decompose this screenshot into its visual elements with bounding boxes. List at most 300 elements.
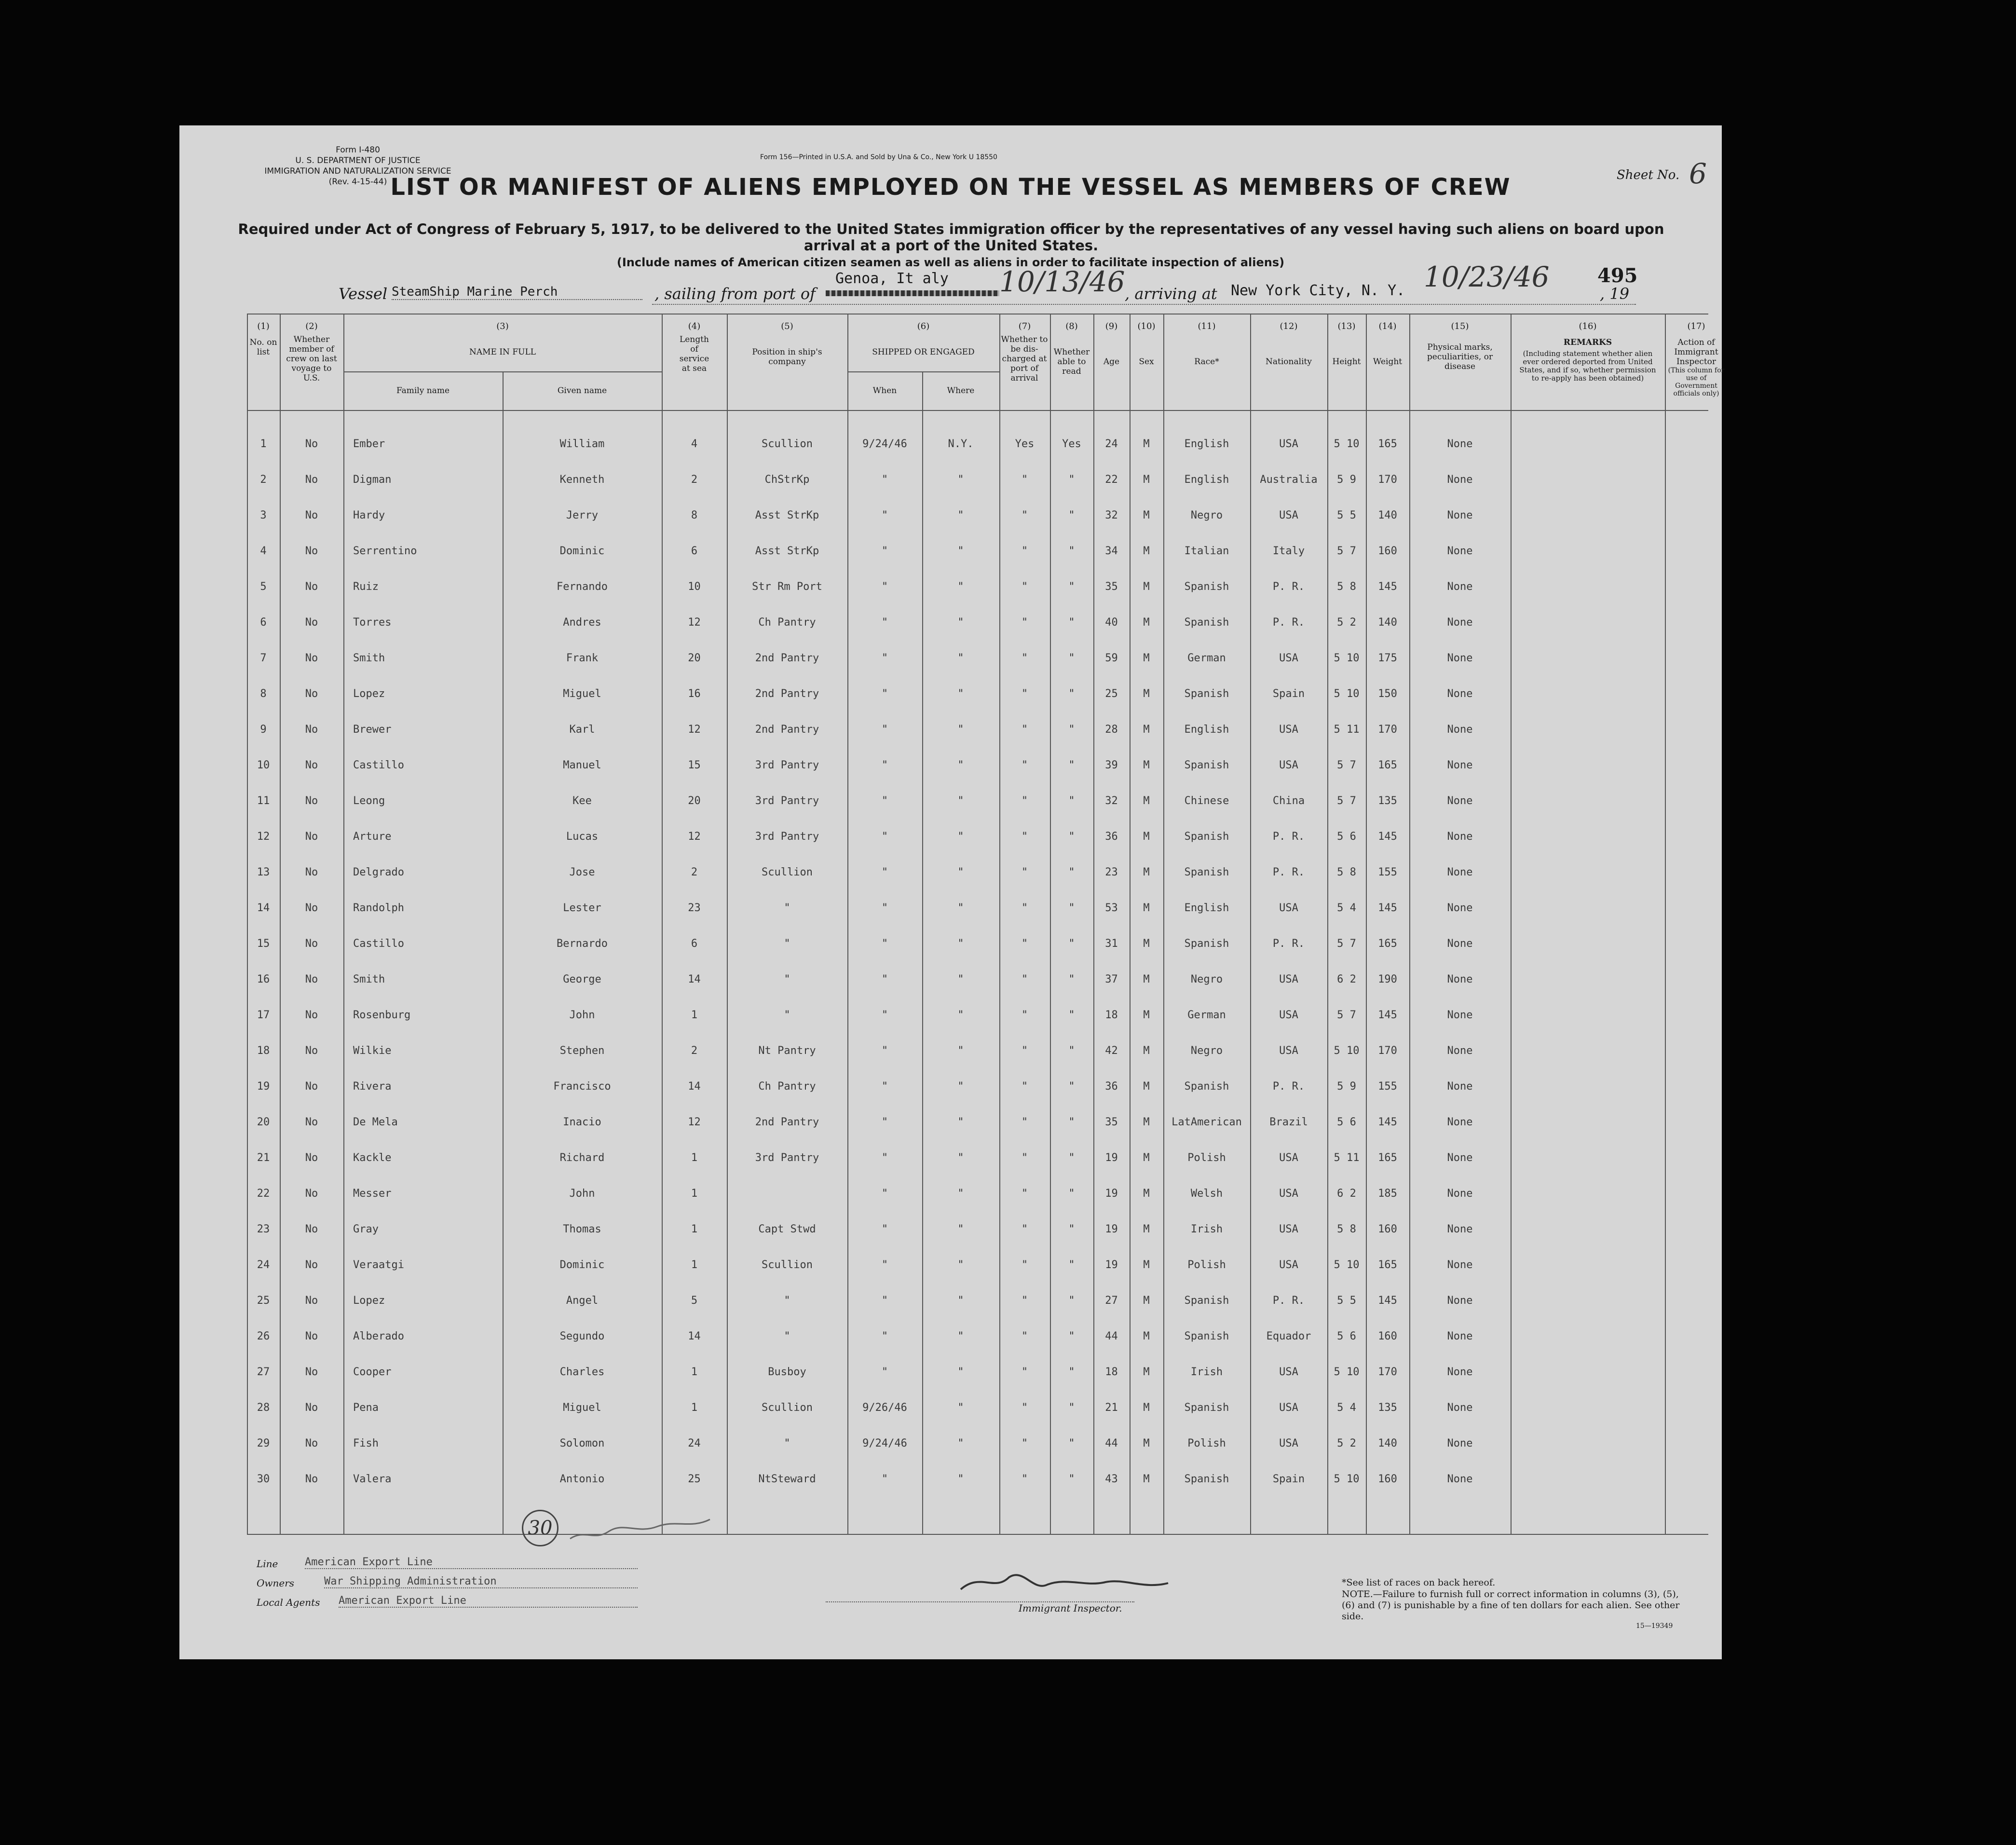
cell-disch: " (1021, 545, 1028, 557)
cell-nat: USA (1279, 759, 1298, 771)
cell-race: Spanish (1184, 759, 1229, 771)
cell-prev: No (305, 1223, 318, 1235)
cell-position: 2nd Pantry (755, 1116, 819, 1128)
cell-age: 40 (1105, 616, 1118, 629)
cell-no: 24 (257, 1259, 270, 1271)
subheader-rule (847, 371, 999, 372)
cell-race: LatAmerican (1171, 1116, 1242, 1128)
cell-prev: No (305, 581, 318, 593)
cell-weight: 185 (1378, 1188, 1397, 1200)
cell-when: " (881, 795, 888, 807)
cell-nat: Spain (1272, 1473, 1305, 1485)
cell-weight: 145 (1378, 902, 1397, 914)
cell-disch: " (1021, 1116, 1028, 1128)
sailing-label: , sailing from port of (654, 285, 816, 303)
cell-family: Wilkie (353, 1045, 392, 1057)
cell-given: Thomas (563, 1223, 601, 1235)
cell-no: 26 (257, 1330, 270, 1342)
cell-given: John (569, 1188, 595, 1200)
table-row (247, 1464, 1665, 1500)
cell-race: Spanish (1184, 616, 1229, 629)
cell-read: " (1068, 1152, 1075, 1164)
cell-when: " (881, 1223, 888, 1235)
owners-value: War Shipping Administration (324, 1575, 638, 1588)
table-row (247, 1107, 1665, 1143)
agents-label: Local Agents (257, 1597, 320, 1608)
cell-height: 5 10 (1334, 688, 1360, 700)
table-bottom-rule (247, 1534, 1708, 1535)
cell-weight: 160 (1378, 1473, 1397, 1485)
cell-service: 10 (688, 581, 701, 593)
cell-prev: No (305, 1080, 318, 1093)
cell-no: 6 (260, 616, 267, 629)
cell-given: Miguel (563, 688, 601, 700)
cell-read: " (1068, 831, 1075, 843)
cell-read: " (1068, 1366, 1075, 1378)
cell-given: William (559, 438, 605, 450)
cell-no: 28 (257, 1402, 270, 1414)
cell-race: Italian (1184, 545, 1229, 557)
cell-no: 19 (257, 1080, 270, 1093)
cell-family: Fish (353, 1437, 379, 1449)
cell-nat: USA (1279, 1223, 1298, 1235)
port-from: Genoa, It aly (835, 270, 949, 287)
cell-weight: 170 (1378, 724, 1397, 736)
cell-marks: None (1447, 831, 1473, 843)
cell-sex: M (1143, 688, 1150, 700)
cell-age: 22 (1105, 474, 1118, 486)
cell-marks: None (1447, 1116, 1473, 1128)
col-header-position: Position in ship's company (752, 347, 822, 367)
col-header-action-note: (This column for use of Government officials only) (1668, 367, 1725, 397)
table-row (247, 536, 1665, 572)
cell-age: 27 (1105, 1295, 1118, 1307)
cell-disch: " (1021, 1473, 1028, 1485)
cell-where: " (957, 724, 964, 736)
cell-age: 37 (1105, 973, 1118, 985)
cell-read: Yes (1062, 438, 1081, 450)
cell-where: " (957, 759, 964, 771)
cell-disch: " (1021, 973, 1028, 985)
cell-when: " (881, 509, 888, 521)
cell-when: " (881, 652, 888, 664)
cell-weight: 135 (1378, 795, 1397, 807)
cell-disch: Yes (1015, 438, 1035, 450)
cell-race: Irish (1190, 1223, 1223, 1235)
cell-read: " (1068, 545, 1075, 557)
table-row (247, 1072, 1665, 1107)
table-row (247, 501, 1665, 536)
col-header-shipped: SHIPPED OR ENGAGED (872, 347, 975, 357)
cell-disch: " (1021, 902, 1028, 914)
cell-position: Asst StrKp (755, 509, 819, 521)
cell-family: Rivera (353, 1080, 392, 1093)
cell-given: Angel (566, 1295, 599, 1307)
col-header-where: Where (947, 386, 975, 396)
cell-nat: USA (1279, 1402, 1298, 1414)
cell-prev: No (305, 1116, 318, 1128)
col-number: (3) (496, 321, 509, 331)
table-row (247, 786, 1665, 822)
cell-service: 23 (688, 902, 701, 914)
table-row (247, 893, 1665, 929)
cell-height: 5 11 (1334, 724, 1360, 736)
cell-age: 32 (1105, 509, 1118, 521)
cell-marks: None (1447, 1402, 1473, 1414)
cell-no: 25 (257, 1295, 270, 1307)
cell-race: Spanish (1184, 866, 1229, 878)
cell-service: 14 (688, 1080, 701, 1093)
cell-weight: 165 (1378, 438, 1397, 450)
races-note: *See list of races on back hereof. (1342, 1577, 1496, 1588)
cell-age: 42 (1105, 1045, 1118, 1057)
cell-no: 8 (260, 688, 267, 700)
cell-disch: " (1021, 831, 1028, 843)
page-title: LIST OR MANIFEST OF ALIENS EMPLOYED ON THE VESSEL AS MEMBERS OF CREW (390, 174, 1511, 201)
cell-sex: M (1143, 652, 1150, 664)
cell-no: 11 (257, 795, 270, 807)
cell-marks: None (1447, 1080, 1473, 1093)
cell-weight: 140 (1378, 1437, 1397, 1449)
cell-family: Smith (353, 973, 385, 985)
cell-when: " (881, 545, 888, 557)
cell-family: Castillo (353, 759, 404, 771)
circled-total (522, 1510, 558, 1546)
cell-height: 5 10 (1334, 1259, 1360, 1271)
col-number: (8) (1065, 321, 1078, 331)
cell-read: " (1068, 1259, 1075, 1271)
table-row (247, 572, 1665, 608)
cell-no: 20 (257, 1116, 270, 1128)
cell-marks: None (1447, 1330, 1473, 1342)
cell-disch: " (1021, 1188, 1028, 1200)
cell-position: 3rd Pantry (755, 759, 819, 771)
cell-service: 20 (688, 652, 701, 664)
cell-family: Gray (353, 1223, 379, 1235)
cell-nat: Italy (1272, 545, 1305, 557)
cell-marks: None (1447, 938, 1473, 950)
cell-race: English (1184, 474, 1229, 486)
cell-marks: None (1447, 795, 1473, 807)
cell-family: Digman (353, 474, 392, 486)
table-row (247, 1286, 1665, 1322)
col-header-remarks-note: (Including statement whether alien ever ordered deported from United States, and if so, whether permission to re-apply has been obtained) (1519, 349, 1656, 383)
cell-position: NtSteward (758, 1473, 816, 1485)
cell-given: Stephen (559, 1045, 605, 1057)
cell-marks: None (1447, 1473, 1473, 1485)
struck-text (826, 290, 999, 296)
cell-family: Alberado (353, 1330, 404, 1342)
cell-where: " (957, 1330, 964, 1342)
cell-read: " (1068, 581, 1075, 593)
cell-given: Richard (559, 1152, 605, 1164)
col-number: (14) (1378, 321, 1397, 331)
cell-height: 5 6 (1337, 1116, 1356, 1128)
cell-sex: M (1143, 1152, 1150, 1164)
cell-family: Valera (353, 1473, 392, 1485)
cell-marks: None (1447, 474, 1473, 486)
cell-where: " (957, 1402, 964, 1414)
cell-height: 5 9 (1337, 1080, 1356, 1093)
cell-when: " (881, 688, 888, 700)
cell-family: Arture (353, 831, 392, 843)
cell-sex: M (1143, 1366, 1150, 1378)
cell-age: 59 (1105, 652, 1118, 664)
cell-read: " (1068, 759, 1075, 771)
cell-nat: USA (1279, 1009, 1298, 1021)
cell-sex: M (1143, 509, 1150, 521)
cell-prev: No (305, 831, 318, 843)
cell-when: " (881, 474, 888, 486)
cell-race: Spanish (1184, 1080, 1229, 1093)
col-number: (2) (305, 321, 318, 331)
table-row (247, 715, 1665, 751)
cell-service: 1 (691, 1366, 698, 1378)
cell-position: 3rd Pantry (755, 795, 819, 807)
vessel-name: SteamShip Marine Perch (392, 285, 642, 300)
cell-race: Welsh (1190, 1188, 1223, 1200)
cell-weight: 145 (1378, 1116, 1397, 1128)
cell-weight: 190 (1378, 973, 1397, 985)
table-row (247, 643, 1665, 679)
col-number: (13) (1337, 321, 1356, 331)
cell-disch: " (1021, 688, 1028, 700)
cell-family: Torres (353, 616, 392, 629)
cell-read: " (1068, 616, 1075, 629)
col-header-remarks: REMARKS (1563, 338, 1612, 347)
table-row (247, 1000, 1665, 1036)
cell-sex: M (1143, 1259, 1150, 1271)
cell-race: Spanish (1184, 938, 1229, 950)
cell-service: 24 (688, 1437, 701, 1449)
sheet-label: Sheet No. (1617, 168, 1680, 182)
cell-disch: " (1021, 616, 1028, 629)
cell-disch: " (1021, 652, 1028, 664)
cell-disch: " (1021, 1152, 1028, 1164)
cell-where: " (957, 1295, 964, 1307)
col-header-when: When (872, 386, 897, 396)
cell-nat: USA (1279, 652, 1298, 664)
cell-family: Rosenburg (353, 1009, 411, 1021)
cell-where: " (957, 902, 964, 914)
cell-given: Jose (569, 866, 595, 878)
cell-given: Charles (559, 1366, 605, 1378)
table-row (247, 1143, 1665, 1179)
cell-when: 9/24/46 (862, 1437, 907, 1449)
table-row (247, 1357, 1665, 1393)
cell-sex: M (1143, 1080, 1150, 1093)
cell-race: Polish (1187, 1259, 1226, 1271)
cell-marks: None (1447, 1259, 1473, 1271)
form-number: Form I-480 (336, 145, 380, 155)
cell-nat: P. R. (1272, 831, 1305, 843)
cell-where: " (957, 1116, 964, 1128)
col-number: (15) (1451, 321, 1469, 331)
cell-when: " (881, 1188, 888, 1200)
cell-weight: 165 (1378, 938, 1397, 950)
cell-marks: None (1447, 1366, 1473, 1378)
cell-age: 44 (1105, 1330, 1118, 1342)
cell-when: " (881, 1045, 888, 1057)
cell-family: Cooper (353, 1366, 392, 1378)
cell-race: Spanish (1184, 1295, 1229, 1307)
cell-weight: 160 (1378, 1223, 1397, 1235)
cell-read: " (1068, 902, 1075, 914)
col-header-given: Given name (557, 386, 607, 396)
cell-given: Kenneth (559, 474, 605, 486)
table-row (247, 429, 1665, 465)
cell-prev: No (305, 474, 318, 486)
cell-nat: USA (1279, 724, 1298, 736)
cell-service: 12 (688, 724, 701, 736)
cell-no: 10 (257, 759, 270, 771)
cell-marks: None (1447, 973, 1473, 985)
cell-weight: 140 (1378, 616, 1397, 629)
cell-weight: 175 (1378, 652, 1397, 664)
cell-when: " (881, 902, 888, 914)
cell-service: 1 (691, 1402, 698, 1414)
cell-disch: " (1021, 1402, 1028, 1414)
cell-where: " (957, 1045, 964, 1057)
cell-no: 9 (260, 724, 267, 736)
cell-nat: USA (1279, 973, 1298, 985)
table-row (247, 929, 1665, 965)
cell-height: 5 4 (1337, 1402, 1356, 1414)
table-row (247, 1429, 1665, 1464)
cell-read: " (1068, 795, 1075, 807)
cell-weight: 170 (1378, 474, 1397, 486)
cell-prev: No (305, 652, 318, 664)
cell-family: Pena (353, 1402, 379, 1414)
cell-age: 36 (1105, 1080, 1118, 1093)
cell-family: Lopez (353, 688, 385, 700)
cell-where: " (957, 938, 964, 950)
cell-age: 19 (1105, 1152, 1118, 1164)
cell-where: " (957, 866, 964, 878)
cell-read: " (1068, 866, 1075, 878)
cell-age: 18 (1105, 1009, 1118, 1021)
cell-prev: No (305, 1473, 318, 1485)
cell-service: 14 (688, 1330, 701, 1342)
cell-service: 6 (691, 938, 698, 950)
cell-height: 5 11 (1334, 1152, 1360, 1164)
cell-prev: No (305, 724, 318, 736)
cell-marks: None (1447, 652, 1473, 664)
cell-when: " (881, 581, 888, 593)
cell-disch: " (1021, 474, 1028, 486)
vessel-label: Vessel (339, 285, 388, 303)
cell-where: " (957, 1152, 964, 1164)
cell-when: " (881, 1366, 888, 1378)
cell-disch: " (1021, 938, 1028, 950)
cell-service: 25 (688, 1473, 701, 1485)
cell-given: Miguel (563, 1402, 601, 1414)
cell-prev: No (305, 1366, 318, 1378)
cell-given: Kee (572, 795, 592, 807)
cell-service: 16 (688, 688, 701, 700)
cell-position: " (784, 973, 790, 985)
cell-where: " (957, 509, 964, 521)
cell-given: Solomon (559, 1437, 605, 1449)
cell-sex: M (1143, 1188, 1150, 1200)
col-header-nationality: Nationality (1266, 357, 1312, 367)
cell-position: Ch Pantry (758, 616, 816, 629)
cell-age: 19 (1105, 1223, 1118, 1235)
cell-where: " (957, 1259, 964, 1271)
cell-position: Ch Pantry (758, 1080, 816, 1093)
arrival-date: 10/23/46 (1424, 260, 1550, 293)
cell-read: " (1068, 1223, 1075, 1235)
cell-family: Brewer (353, 724, 392, 736)
cell-position: Asst StrKp (755, 545, 819, 557)
col-header-last-voyage: Whether member of crew on last voyage to U.S. (286, 335, 337, 383)
cell-marks: None (1447, 902, 1473, 914)
col-header-read: Whether able to read (1053, 347, 1090, 376)
cell-service: 1 (691, 1188, 698, 1200)
cell-race: Negro (1190, 973, 1223, 985)
cell-service: 5 (691, 1295, 698, 1307)
cell-weight: 170 (1378, 1045, 1397, 1057)
cell-service: 2 (691, 474, 698, 486)
cell-family: Ruiz (353, 581, 379, 593)
cell-height: 5 8 (1337, 581, 1356, 593)
cell-nat: USA (1279, 1188, 1298, 1200)
cell-sex: M (1143, 1330, 1150, 1342)
cell-read: " (1068, 652, 1075, 664)
cell-race: Irish (1190, 1366, 1223, 1378)
cell-read: " (1068, 1295, 1075, 1307)
cell-where: " (957, 1437, 964, 1449)
cell-marks: None (1447, 759, 1473, 771)
cell-nat: P. R. (1272, 581, 1305, 593)
cell-disch: " (1021, 1045, 1028, 1057)
cell-prev: No (305, 973, 318, 985)
cell-position: ChStrKp (764, 474, 810, 486)
cell-prev: No (305, 1188, 318, 1200)
cell-position: Busboy (768, 1366, 806, 1378)
cell-height: 5 8 (1337, 1223, 1356, 1235)
cell-marks: None (1447, 1045, 1473, 1057)
cell-prev: No (305, 902, 318, 914)
cell-age: 39 (1105, 759, 1118, 771)
cell-no: 12 (257, 831, 270, 843)
cell-disch: " (1021, 1080, 1028, 1093)
cell-marks: None (1447, 1188, 1473, 1200)
cell-sex: M (1143, 973, 1150, 985)
cell-weight: 155 (1378, 866, 1397, 878)
page-number: 495 (1597, 264, 1638, 287)
col-header-family: Family name (396, 386, 450, 396)
cell-marks: None (1447, 1437, 1473, 1449)
cell-disch: " (1021, 1009, 1028, 1021)
cell-nat: USA (1279, 1437, 1298, 1449)
cell-nat: P. R. (1272, 938, 1305, 950)
cell-no: 7 (260, 652, 267, 664)
cell-sex: M (1143, 831, 1150, 843)
cell-where: " (957, 616, 964, 629)
cell-sex: M (1143, 724, 1150, 736)
col-number: (12) (1280, 321, 1298, 331)
cell-sex: M (1143, 1473, 1150, 1485)
cell-no: 5 (260, 581, 267, 593)
cell-prev: No (305, 509, 318, 521)
cell-nat: P. R. (1272, 1295, 1305, 1307)
voyage-underline (652, 304, 1636, 305)
cell-sex: M (1143, 545, 1150, 557)
cell-race: Spanish (1184, 1330, 1229, 1342)
cell-nat: USA (1279, 1152, 1298, 1164)
cell-service: 2 (691, 1045, 698, 1057)
